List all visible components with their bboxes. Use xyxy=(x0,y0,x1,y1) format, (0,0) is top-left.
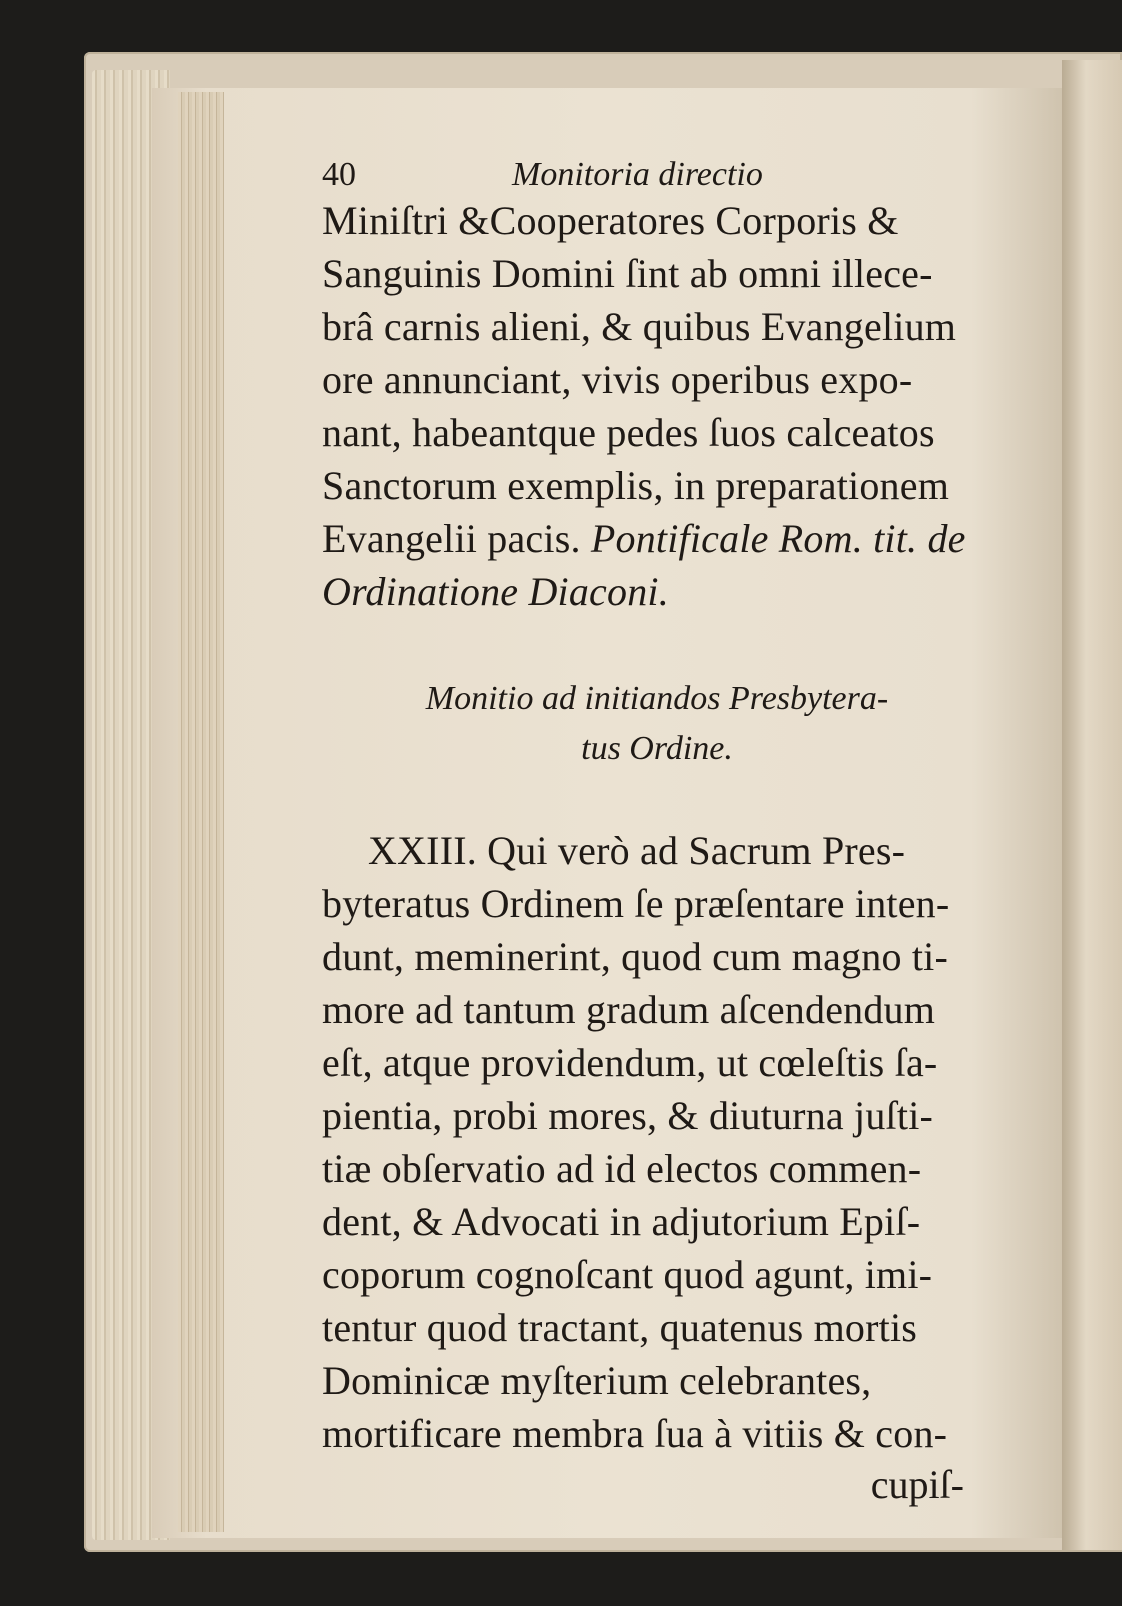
text-line: dent, & Advocati in adjutorium Epiſ- xyxy=(322,1199,921,1244)
paragraph-1 xyxy=(322,194,992,618)
text-line: tentur quod tractant, quatenus mortis xyxy=(322,1305,918,1350)
text-line: pientia, probi mores, & diuturna juſti- xyxy=(322,1093,934,1138)
text-line: ore annunciant, vivis operibus expo- xyxy=(322,357,913,402)
catchword: cupiſ- xyxy=(870,1462,964,1507)
text-line: dunt, meminerint, quod cum magno ti- xyxy=(322,934,948,979)
text-line: more ad tantum gradum aſcendendum xyxy=(322,987,936,1032)
page-number: 40 xyxy=(322,156,356,193)
citation-line: Ordinatione Diaconi. xyxy=(322,569,669,614)
citation: Pontificale Rom. tit. de xyxy=(590,516,966,561)
next-page-edge xyxy=(1062,60,1122,1550)
text-line: Sanctorum exemplis, in preparationem xyxy=(322,463,950,508)
heading-line: Monitio ad initiandos Presbytera- xyxy=(425,680,889,717)
text-line: coporum cognoſcant quod agunt, imi- xyxy=(322,1252,933,1297)
text-line: nant, habeantque pedes ſuos calceatos xyxy=(322,410,935,455)
text-line: XXIII. Qui verò ad Sacrum Pres- xyxy=(368,828,906,873)
text-line: byteratus Ordinem ſe præſentare inten- xyxy=(322,881,950,926)
running-title: Monitoria directio xyxy=(512,156,763,193)
paragraph-2 xyxy=(322,824,992,1510)
text-line: tiæ obſervatio ad id electos commen- xyxy=(322,1146,922,1191)
running-head xyxy=(322,148,992,194)
text-line: brâ carnis alieni, & quibus Evangelium xyxy=(322,304,957,349)
section-heading xyxy=(322,674,992,774)
text-line: eſt, atque providendum, ut cœleſtis ſa- xyxy=(322,1040,938,1085)
text-line xyxy=(322,512,992,565)
text-line: Sanguinis Domini ſint ab omni illece- xyxy=(322,251,933,296)
text-line: Miniſtri &Cooperatores Corporis & xyxy=(322,198,899,243)
page-text xyxy=(322,148,992,1510)
page-gutter xyxy=(178,92,224,1532)
heading-line: tus Ordine. xyxy=(581,730,733,767)
text-line: Dominicæ myſterium celebrantes, xyxy=(322,1358,872,1403)
text-line: mortificare membra ſua à vitiis & con- xyxy=(322,1411,948,1456)
text-segment: Evangelii pacis. xyxy=(322,516,581,561)
